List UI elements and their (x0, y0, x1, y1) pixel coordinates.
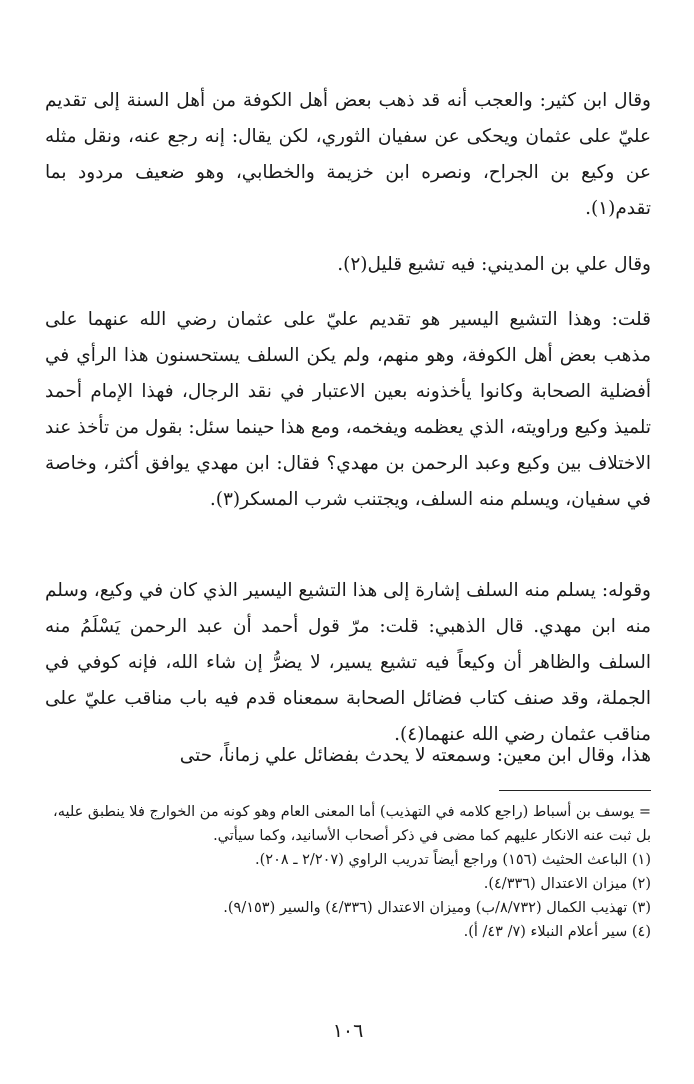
footnote-3: (٣) تهذيب الكمال (٨/٧٣٢/ب) وميزان الاعتدال (٤/٣٣٦) والسير (٩/١٥٣). (223, 900, 651, 916)
footnote-4: (٤) سير أعلام النبلاء (٧/ ٤٣/ أ). (463, 924, 651, 940)
page-number: ١٠٦ (332, 1020, 364, 1042)
footnote-1: (١) الباعث الحثيث (١٥٦) وراجع أيضاً تدريب الراوي (٢/٢٠٧ ـ ٢٠٨). (255, 852, 651, 868)
paragraph-qawluhu: وقوله: يسلم منه السلف إشارة إلى هذا التشيع اليسير الذي كان في وكيع، وسلم منه ابن مهدي. قال الذهبي: قلت: مرّ قول أحمد أن عبد الرحمن يَسْلَمُ منه السلف والظاهر أن وكيعاً فيه تشيع يسير، لا يضرُّ إن شاء الله، فإنه كوفي في الجملة، وقد صنف كتاب فضائل الصحابة سمعناه قدم فيه باب مناقب عليّ على مناقب عثمان رضي الله عنهما(٤). (45, 580, 651, 745)
paragraph-ibn-kathir: وقال ابن كثير: والعجب أنه قد ذهب بعض أهل الكوفة من أهل السنة إلى تقديم عليّ على عثمان ويحكى عن سفيان الثوري، لكن يقال: إنه رجع عنه، ونقل مثله عن وكيع بن الجراح، ونصره ابن خزيمة والخطابي، وهو ضعيف مردود بما تقدم(١). (45, 90, 651, 219)
document-page (45, 0, 651, 1084)
footnote-separator (499, 790, 651, 791)
footnote-continuation: = يوسف بن أسباط (راجع كلامه في التهذيب) أما المعنى العام وهو كونه من الخوارج فلا ينطبق عليه، بل ثبت عنه الانكار عليهم كما مضى في ذكر أصحاب الأسانيد، وكما سيأتي. (53, 804, 651, 844)
paragraph-ibn-main: هذا، وقال ابن معين: وسمعته لا يحدث بفضائل علي زماناً، حتى (179, 745, 651, 766)
paragraph-tashayyu: قلت: وهذا التشيع اليسير هو تقديم عليّ على عثمان رضي الله عنهما على مذهب بعض أهل الكوفة، وهو منهم، ولم يكن السلف يستحسنون هذا الرأي في أفضلية الصحابة وكانوا يأخذونه بعين الاعتبار في نقد الرجال، فهذا الإمام أحمد تلميذ وكيع وراويته، الذي يعظمه ويفخمه، ومع هذا حينما سئل: بقول من تأخذ عند الاختلاف بين وكيع وعبد الرحمن بن مهدي؟ فقال: ابن مهدي يوافق أكثر، وخاصة في سفيان، ويسلم منه السلف، ويجتنب شرب المسكر(٣). (45, 309, 651, 510)
footnote-2: (٢) ميزان الاعتدال (٤/٣٣٦). (483, 876, 651, 892)
paragraph-ibn-al-madini: وقال علي بن المديني: فيه تشيع قليل(٢). (337, 254, 651, 275)
